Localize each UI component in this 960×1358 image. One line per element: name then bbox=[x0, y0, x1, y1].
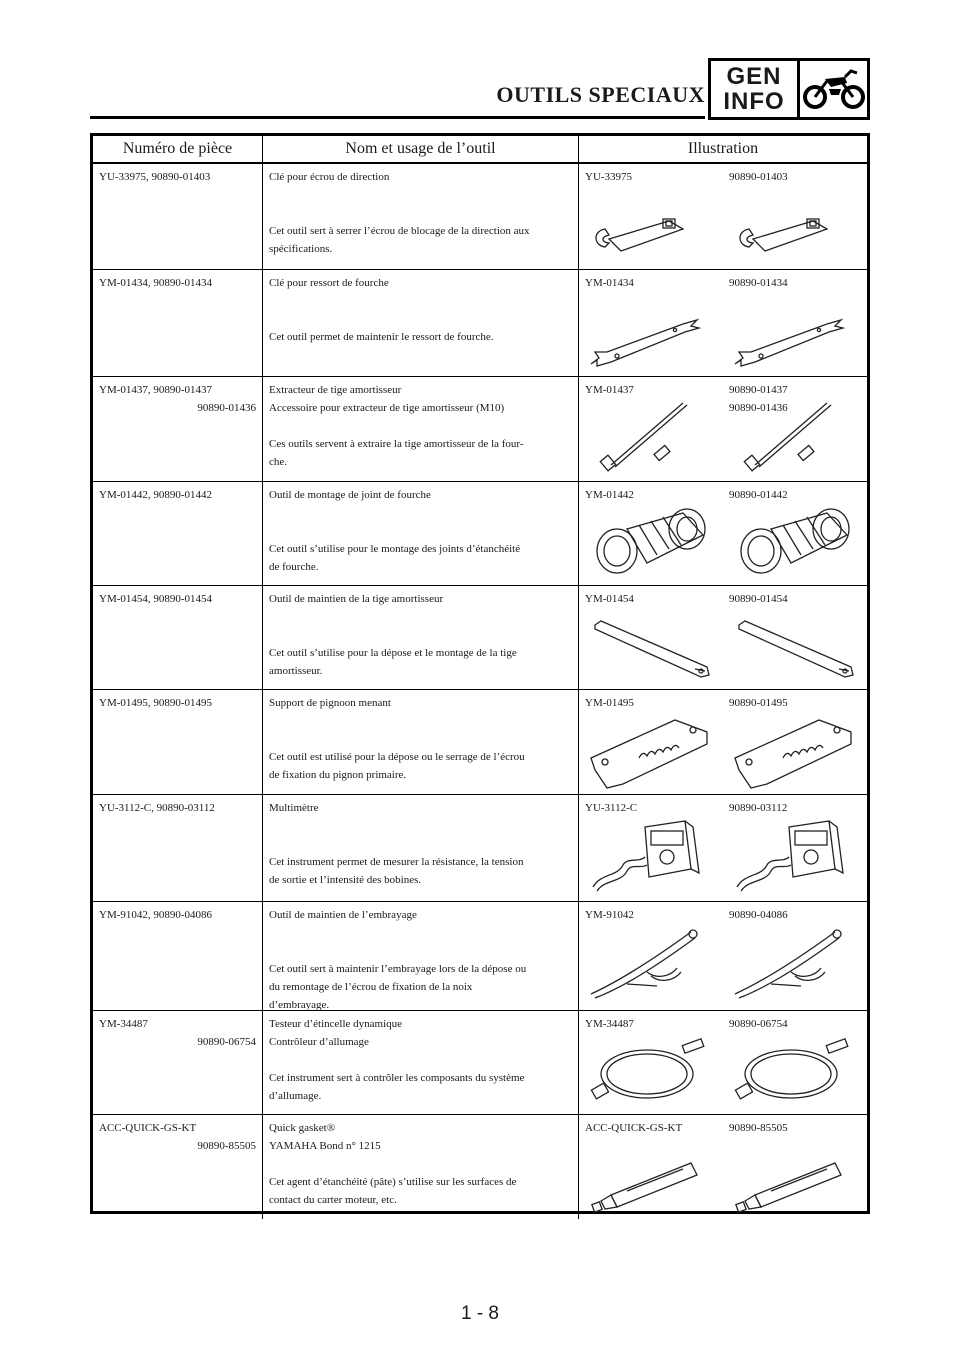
illustration-variant bbox=[723, 1011, 867, 1114]
part-number: 90890-85505 bbox=[197, 1140, 256, 1152]
illustration-label: YM-01434 bbox=[585, 277, 634, 289]
tool-description-cell bbox=[263, 795, 579, 901]
seal-driver-icon bbox=[587, 505, 717, 581]
illustration-variant bbox=[723, 902, 867, 1010]
column-header-tool-name: Nom et usage de l’outil bbox=[263, 136, 579, 162]
illustration-label: 90890-01437 bbox=[729, 384, 788, 396]
part-number: 90890-01436 bbox=[197, 402, 256, 414]
page-number: 1 - 8 bbox=[460, 1303, 500, 1324]
illustration-cell bbox=[579, 795, 867, 901]
illustration-variant bbox=[723, 164, 867, 269]
tool-usage: de fixation du pignon primaire. bbox=[269, 769, 407, 781]
fork-spring-wrench-icon bbox=[731, 312, 851, 372]
hook-wrench-icon bbox=[731, 209, 851, 265]
tool-usage: Cet outil s’utilise pour la dépose et le montage de la tige bbox=[269, 647, 517, 659]
rod-holder-icon bbox=[587, 615, 717, 685]
gen-info-badge bbox=[708, 58, 870, 120]
illustration-cell bbox=[579, 164, 867, 269]
illustration-label: 90890-03112 bbox=[729, 802, 788, 814]
tool-usage: d’embrayage. bbox=[269, 999, 330, 1011]
illustration-variant bbox=[579, 586, 723, 689]
tool-name: Clé pour ressort de fourche bbox=[269, 277, 389, 289]
tool-usage: d’allumage. bbox=[269, 1090, 322, 1102]
tool-description-cell bbox=[263, 586, 579, 689]
part-number: YM-34487 bbox=[99, 1018, 148, 1030]
illustration-label: 90890-01403 bbox=[729, 171, 788, 183]
special-tools-table bbox=[90, 133, 870, 1214]
tool-name: Quick gasket® bbox=[269, 1122, 336, 1134]
illustration-label: YM-01442 bbox=[585, 489, 634, 501]
illustration-label: YU-3112-C bbox=[585, 802, 638, 814]
rod-puller-icon bbox=[731, 397, 861, 477]
tool-description-cell bbox=[263, 270, 579, 376]
table-row bbox=[93, 586, 867, 690]
table-body bbox=[93, 164, 867, 1219]
illustration-variant bbox=[579, 1011, 723, 1114]
part-number-cell bbox=[93, 1115, 263, 1219]
table-row bbox=[93, 270, 867, 377]
tool-usage: du remontage de l’écrou de fixation de la noix bbox=[269, 981, 473, 993]
sprocket-holder-icon bbox=[587, 718, 717, 790]
tool-name: Testeur d’étincelle dynamique bbox=[269, 1018, 403, 1030]
title-rule bbox=[90, 116, 705, 119]
illustration-cell bbox=[579, 1115, 867, 1219]
table-row bbox=[93, 690, 867, 795]
part-number: YM-01495, 90890-01495 bbox=[99, 697, 213, 709]
tool-description-cell bbox=[263, 377, 579, 481]
tool-usage: contact du carter moteur, etc. bbox=[269, 1194, 397, 1206]
spark-tester-icon bbox=[731, 1030, 861, 1110]
illustration-label: YM-91042 bbox=[585, 909, 634, 921]
illustration-variant bbox=[579, 902, 723, 1010]
clutch-holder-icon bbox=[731, 924, 861, 1006]
tool-description-cell bbox=[263, 690, 579, 794]
part-number-cell bbox=[93, 377, 263, 481]
tool-usage: Cet outil permet de maintenir le ressort de fourche. bbox=[269, 331, 494, 343]
table-row bbox=[93, 377, 867, 482]
part-number-cell bbox=[93, 690, 263, 794]
table-row bbox=[93, 795, 867, 902]
table-row bbox=[93, 1011, 867, 1115]
table-row bbox=[93, 482, 867, 586]
illustration-label: YU-33975 bbox=[585, 171, 633, 183]
part-number: YM-01454, 90890-01454 bbox=[99, 593, 213, 605]
part-number-cell bbox=[93, 270, 263, 376]
tool-usage: Cet outil est utilisé pour la dépose ou le serrage de l’écrou bbox=[269, 751, 525, 763]
page-header bbox=[0, 0, 960, 130]
tool-description-cell bbox=[263, 1115, 579, 1219]
tool-usage: Cet instrument permet de mesurer la résistance, la tension bbox=[269, 856, 524, 868]
illustration-cell bbox=[579, 1011, 867, 1114]
tool-name: Contrôleur d’allumage bbox=[269, 1036, 369, 1048]
seal-driver-icon bbox=[731, 505, 861, 581]
tool-name: Accessoire pour extracteur de tige amortisseur (M10) bbox=[269, 402, 505, 414]
illustration-label: YM-01495 bbox=[585, 697, 634, 709]
illustration-variant bbox=[579, 377, 723, 481]
illustration-variant bbox=[723, 377, 867, 481]
illustration-label: YM-01437 bbox=[585, 384, 634, 396]
tool-usage: Ces outils servent à extraire la tige amortisseur de la four- bbox=[269, 438, 524, 450]
tool-usage: de sortie et l’intensité des bobines. bbox=[269, 874, 422, 886]
tool-usage: Cet outil sert à serrer l’écrou de blocage de la direction aux bbox=[269, 225, 530, 237]
part-number: YU-3112-C, 90890-03112 bbox=[99, 802, 215, 814]
badge-line-2: INFO bbox=[723, 88, 785, 115]
tool-description-cell bbox=[263, 902, 579, 1010]
rod-holder-icon bbox=[731, 615, 861, 685]
illustration-label: 90890-01495 bbox=[729, 697, 788, 709]
illustration-variant bbox=[723, 795, 867, 901]
tool-description-cell bbox=[263, 1011, 579, 1114]
tool-name: Multimètre bbox=[269, 802, 319, 814]
part-number: ACC-QUICK-GS-KT bbox=[99, 1122, 197, 1134]
part-number: 90890-06754 bbox=[197, 1036, 256, 1048]
illustration-label: 90890-01442 bbox=[729, 489, 788, 501]
hook-wrench-icon bbox=[587, 209, 707, 265]
part-number-cell bbox=[93, 1011, 263, 1114]
illustration-cell bbox=[579, 377, 867, 481]
table-row bbox=[93, 902, 867, 1011]
part-number: YM-01442, 90890-01442 bbox=[99, 489, 213, 501]
illustration-label: 90890-01434 bbox=[729, 277, 788, 289]
tool-usage: Cet instrument sert à contrôler les composants du système bbox=[269, 1072, 525, 1084]
badge-text bbox=[711, 61, 800, 117]
illustration-variant bbox=[579, 482, 723, 585]
part-number-cell bbox=[93, 586, 263, 689]
illustration-label: 90890-04086 bbox=[729, 909, 788, 921]
illustration-variant bbox=[723, 270, 867, 376]
tool-usage: spécifications. bbox=[269, 243, 333, 255]
part-number-cell bbox=[93, 164, 263, 269]
illustration-variant bbox=[723, 482, 867, 585]
illustration-cell bbox=[579, 482, 867, 585]
tool-description-cell bbox=[263, 482, 579, 585]
illustration-variant bbox=[723, 690, 867, 794]
tool-name: Outil de montage de joint de fourche bbox=[269, 489, 431, 501]
tool-name: Outil de maintien de l’embrayage bbox=[269, 909, 417, 921]
illustration-cell bbox=[579, 586, 867, 689]
column-header-part-number: Numéro de pièce bbox=[93, 136, 263, 162]
illustration-label: 90890-85505 bbox=[729, 1122, 788, 1134]
rod-puller-icon bbox=[587, 397, 717, 477]
tool-usage: amortisseur. bbox=[269, 665, 323, 677]
part-number-cell bbox=[93, 902, 263, 1010]
table-row bbox=[93, 1115, 867, 1219]
multimeter-icon bbox=[587, 817, 717, 897]
tool-name: Outil de maintien de la tige amortisseur bbox=[269, 593, 444, 605]
illustration-variant bbox=[579, 270, 723, 376]
motorcycle-icon bbox=[800, 61, 867, 117]
part-number-cell bbox=[93, 482, 263, 585]
illustration-variant bbox=[723, 1115, 867, 1219]
part-number: YU-33975, 90890-01403 bbox=[99, 171, 211, 183]
tool-usage: Cet outil s’utilise pour le montage des joints d’étanchéité bbox=[269, 543, 521, 555]
page-title: OUTILS SPECIAUX bbox=[496, 82, 705, 107]
illustration-cell bbox=[579, 270, 867, 376]
part-number-cell bbox=[93, 795, 263, 901]
illustration-label: YM-01454 bbox=[585, 593, 634, 605]
illustration-variant bbox=[579, 1115, 723, 1219]
illustration-variant bbox=[723, 586, 867, 689]
illustration-label: 90890-01436 bbox=[729, 402, 788, 414]
tool-name: Extracteur de tige amortisseur bbox=[269, 384, 402, 396]
tool-name: Clé pour écrou de direction bbox=[269, 171, 390, 183]
column-header-illustration: Illustration bbox=[687, 140, 759, 157]
tool-name: Support de pignoon menant bbox=[269, 697, 391, 709]
tool-usage: Cet agent d’étanchéité (pâte) s’utilise sur les surfaces de bbox=[269, 1176, 517, 1188]
sealant-tube-icon bbox=[587, 1155, 717, 1215]
illustration-variant bbox=[579, 690, 723, 794]
tool-description-cell bbox=[263, 164, 579, 269]
illustration-variant bbox=[579, 795, 723, 901]
badge-line-1: GEN bbox=[726, 63, 782, 90]
sprocket-holder-icon bbox=[731, 718, 861, 790]
illustration-label: ACC-QUICK-GS-KT bbox=[585, 1122, 683, 1134]
table-header bbox=[93, 136, 867, 164]
fork-spring-wrench-icon bbox=[587, 312, 707, 372]
illustration-cell bbox=[579, 690, 867, 794]
spark-tester-icon bbox=[587, 1030, 717, 1110]
illustration-variant bbox=[579, 164, 723, 269]
table-row bbox=[93, 164, 867, 270]
tool-usage: de fourche. bbox=[269, 561, 319, 573]
illustration-label: 90890-06754 bbox=[729, 1018, 788, 1030]
part-number: YM-01437, 90890-01437 bbox=[99, 384, 213, 396]
clutch-holder-icon bbox=[587, 924, 717, 1006]
part-number: YM-01434, 90890-01434 bbox=[99, 277, 213, 289]
tool-usage: che. bbox=[269, 456, 288, 468]
tool-name: YAMAHA Bond n° 1215 bbox=[269, 1140, 381, 1152]
illustration-cell bbox=[579, 902, 867, 1010]
sealant-tube-icon bbox=[731, 1155, 861, 1215]
part-number: YM-91042, 90890-04086 bbox=[99, 909, 213, 921]
tool-usage: Cet outil sert à maintenir l’embrayage lors de la dépose ou bbox=[269, 963, 527, 975]
illustration-label: YM-34487 bbox=[585, 1018, 634, 1030]
illustration-label: 90890-01454 bbox=[729, 593, 788, 605]
multimeter-icon bbox=[731, 817, 861, 897]
